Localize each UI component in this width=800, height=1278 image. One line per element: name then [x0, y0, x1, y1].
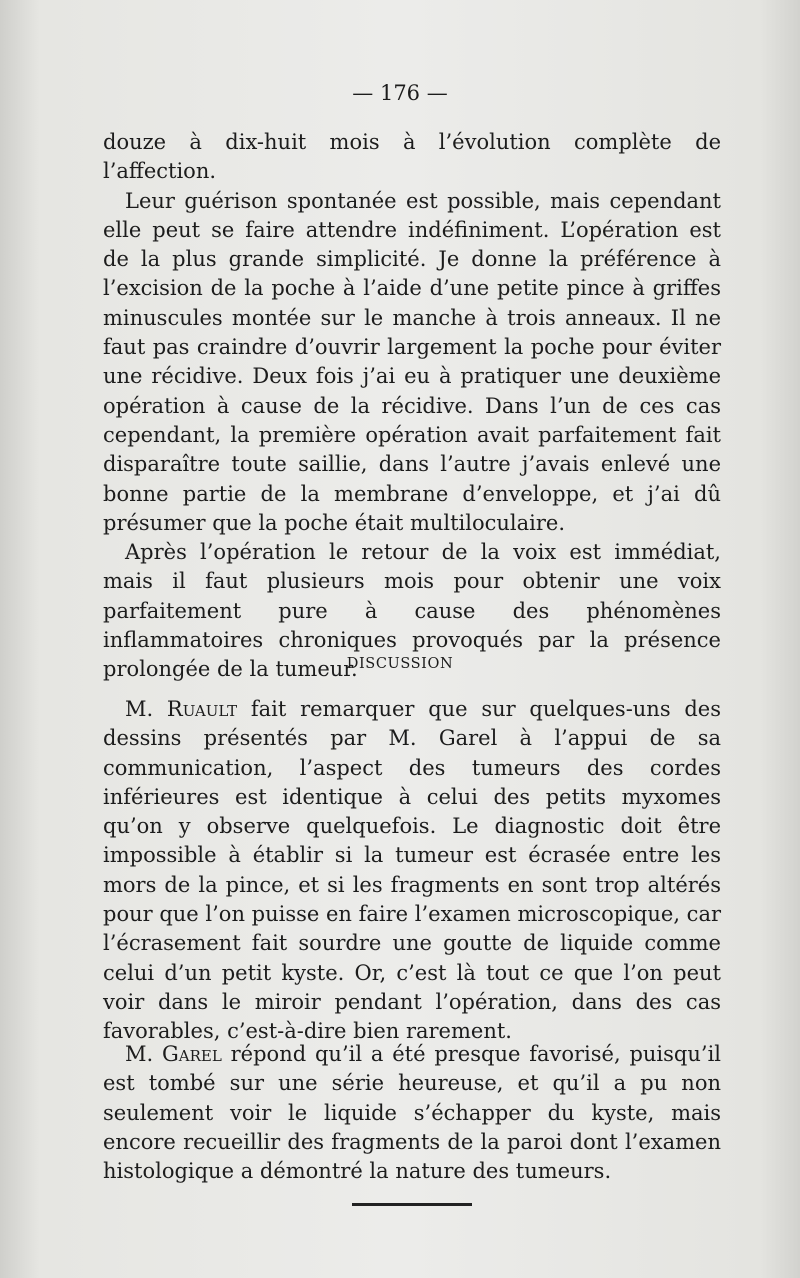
- closing-rule: [352, 1203, 472, 1206]
- ruault-remark: [103, 695, 721, 1047]
- ruault-paragraph: [103, 695, 721, 1047]
- speaker-ruault: M. Ruault: [125, 697, 238, 721]
- garel-text: répond qu’il a été presque favorisé, puisqu’il est tombé sur une série heureuse, et qu’il a pu non seulement voir le liquide s’échapper du kyste, mais encore recueillir des fragments de la paroi dont l’examen histologique a démontré la nature des tumeurs.: [103, 1042, 721, 1184]
- paragraph-voice-recovery: Après l’opération le retour de la voix est immédiat, mais il faut plusieurs mois pour obtenir une voix parfaitement pure à cause des phénomènes inflammatoires chroniques provoqués par la présence prolongée de la tumeur.: [103, 540, 721, 682]
- garel-reply: [103, 1040, 721, 1186]
- garel-paragraph: [103, 1040, 721, 1186]
- speaker-garel: M. Garel: [125, 1042, 222, 1066]
- paragraph-operation: Leur guérison spontanée est possible, mais cependant elle peut se faire attendre indéfiniment. L’opération est de la plus grande simplicité. Je donne la préférence à l’excision de la poche à l’aide d’une petite pince à griffes minuscules montée sur le manche à trois anneaux. Il ne faut pas craindre d’ouvrir largement la poche pour éviter une récidive. Deux fois j’ai eu à pratiquer une deuxième opération à cause de la récidive. Dans l’un de ces cas cependant, la première opération avait parfaitement fait disparaître toute saillie, dans l’autre j’avais enlevé une bonne partie de la membrane d’enveloppe, et j’ai dû présumer que la poche était multiloculaire.: [103, 188, 721, 535]
- ruault-text: fait remarquer que sur quelques-uns des dessins présentés par M. Garel à l’appui de sa communication, l’aspect des tumeurs des cordes inférieures est identique à celui des petits myxomes qu’on y observe quelquefois. Le diagnostic doit être impossible à établir si la tumeur est écrasée entre les mors de la pince, et si les fragments en sont trop altérés pour que l’on puisse en faire l’examen microscopique, car l’écrasement fait sourdre une goutte de liquide comme celui d’un petit kyste. Or, c’est là tout ce que l’on peut voir dans le miroir pendant l’opération, dans des cas favorables, c’est-à-dire bien rarement.: [103, 697, 722, 1044]
- page-number: — 176 —: [352, 81, 448, 105]
- discussion-heading: DISCUSSION: [346, 656, 454, 672]
- paragraph-continuation: douze à dix-huit mois à l’évolution complète de l’affection.: [103, 130, 721, 184]
- body-section-one: [103, 128, 721, 685]
